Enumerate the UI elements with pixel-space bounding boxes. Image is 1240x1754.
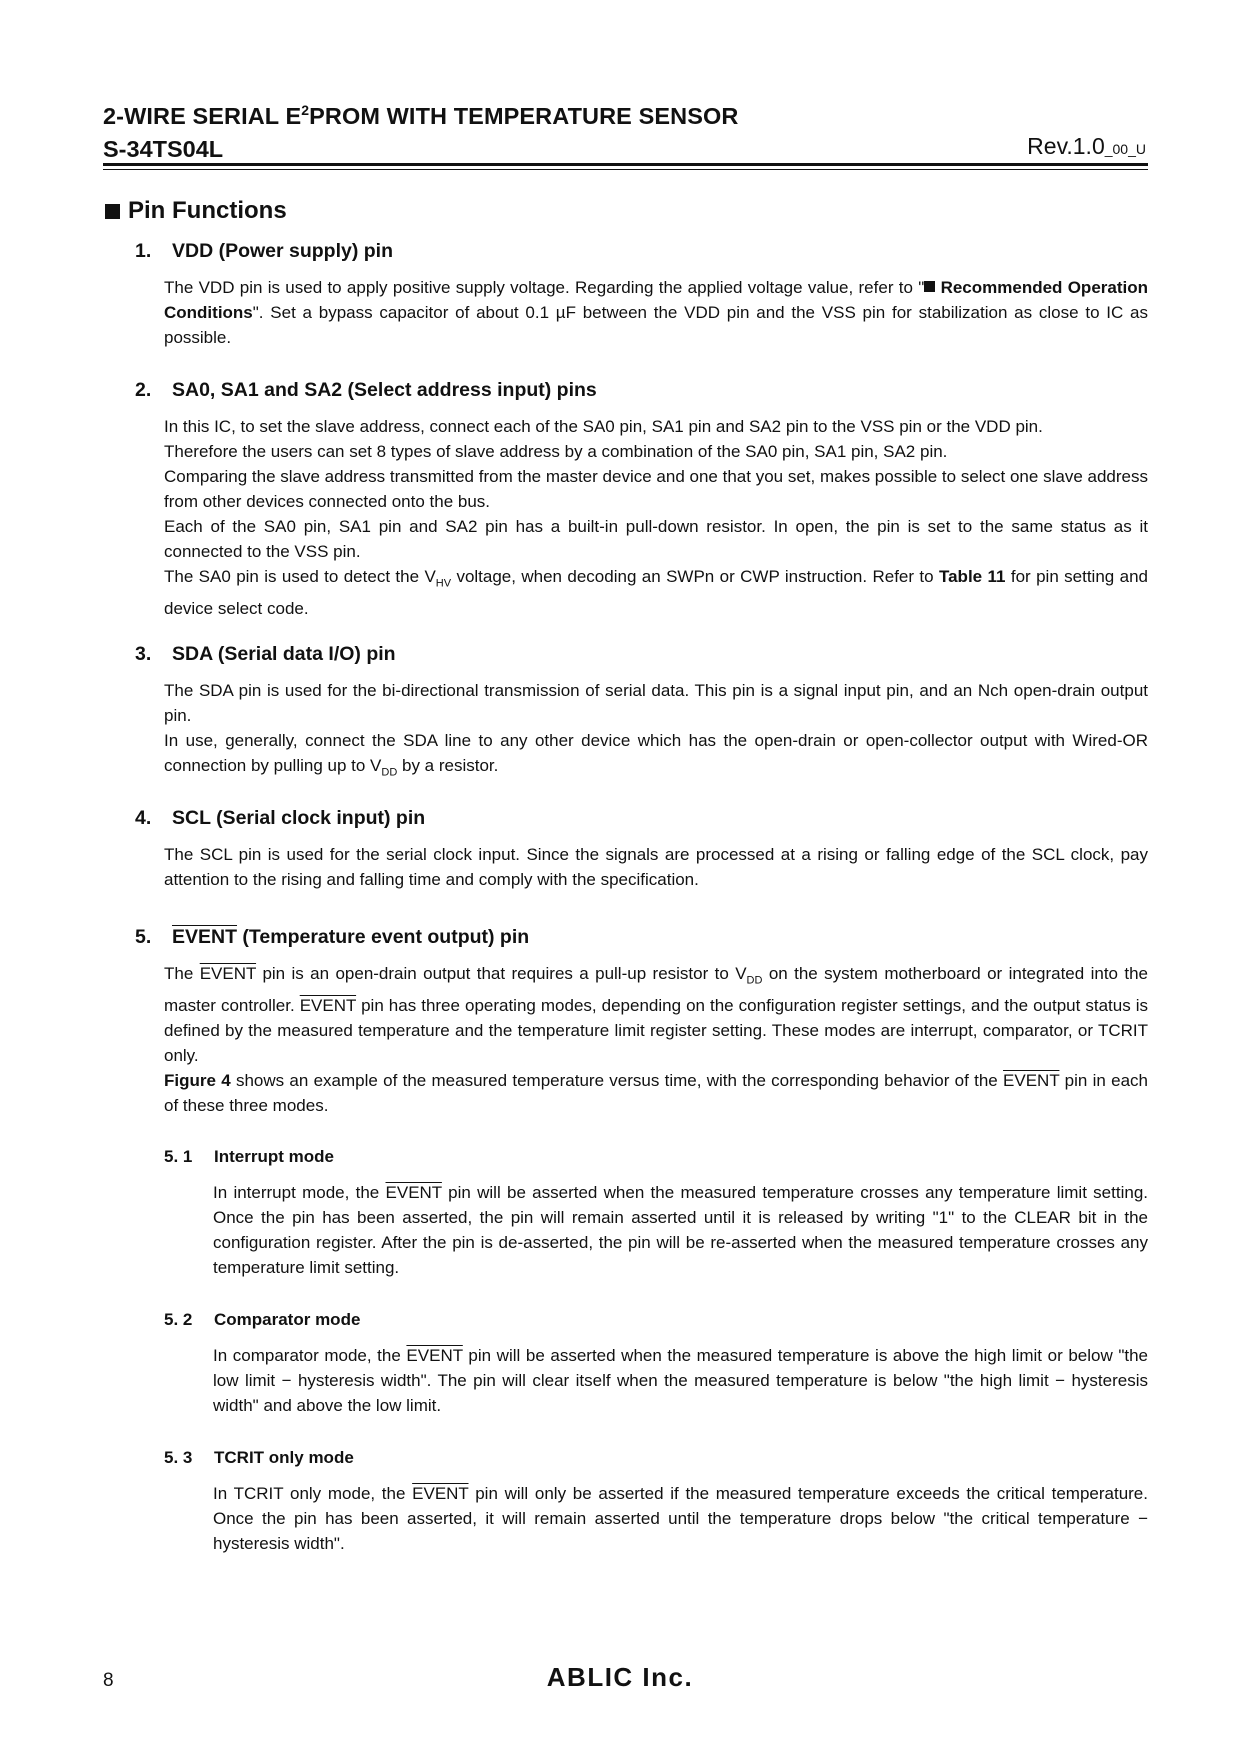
pin-item-scl: [135, 805, 1148, 892]
item-heading: 5. EVENT (Temperature event output) pin: [135, 926, 530, 948]
square-bullet-icon: [105, 204, 120, 219]
pin-item-sda: [135, 641, 1148, 785]
subsection-interrupt: [164, 1145, 1148, 1280]
company-logo: ABLIC Inc.: [546, 1662, 694, 1692]
pin-item-event: [135, 924, 1148, 1118]
item-heading: 4. SCL (Serial clock input) pin: [135, 807, 426, 829]
item-heading: 1. VDD (Power supply) pin: [135, 240, 394, 262]
item-body: In this IC, to set the slave address, connect each of the SA0 pin, SA1 pin and SA2 pin to the VSS pin or the VDD pin. Therefore the users can set 8 types of slave address by a combination of the SA0 pin, SA1 pin, SA2 pin. Comparing the slave address transmitted from the master device and one that you set, makes possible to select one slave address from other devices connected onto the bus. Each of the SA0 pin, SA1 pin and SA2 pin has a built-in pull-down resistor. In open, the pin is set to the same status as it connected to the VSS pin. The SA0 pin is used to detect the $V_{HV}$ voltage, when decoding an SWPn or CWP instruction. Refer to Table 11 for pin setting and device select code.: [164, 417, 1148, 619]
subsection-body: In interrupt mode, the EVENT pin will be asserted when the measured temperature crosses any temperature limit setting. Once the pin has been asserted, the pin will remain asserted until it is released by writing "1" to the CLEAR bit in the configuration register. After the pin is de-asserted, the pin will be re-asserted when the measured temperature crosses any temperature limit setting.: [213, 1183, 1148, 1277]
subsection-heading: 5. 2 Comparator mode: [164, 1310, 361, 1329]
pin-item-vdd: [135, 238, 1148, 350]
item-body: The VDD pin is used to apply positive supply voltage. Regarding the applied voltage value, refer to " Recommended Operation Conditions". Set a bypass capacitor of about 0.1 µF between the VDD pin and the VSS pin for stabilization as close to IC as possible.: [164, 278, 1148, 347]
page-number: 8: [103, 1670, 114, 1691]
item-heading: 2. SA0, SA1 and SA2 (Select address input) pins: [135, 379, 597, 401]
section-heading: Pin Functions: [105, 197, 287, 225]
item-body: The SDA pin is used for the bi-directional transmission of serial data. This pin is a signal input pin, and an Nch open-drain output pin. In use, generally, connect the SDA line to any other device which has the open-drain or open-collector output with Wired-OR connection by pulling up to $V_{DD}$ by a resistor.: [164, 681, 1148, 779]
page-header: [103, 101, 1148, 164]
item-heading: 3. SDA (Serial data I/O) pin: [135, 643, 396, 665]
header-rule-thin: [103, 169, 1148, 170]
revision: Rev.1.0_00_U: [1027, 133, 1146, 159]
model-number: S-34TS04L: [103, 136, 224, 162]
item-body: The EVENT pin is an open-drain output that requires a pull-up resistor to $V_{DD}$ on the system motherboard or integrated into the master controller. EVENT pin has three operating modes, depending on the configuration register settings, and the output status is defined by the measured temperature and the temperature limit register setting. These modes are interrupt, comparator, or TCRIT only. Figure 4 shows an example of the measured temperature versus time, with the corresponding behavior of the EVENT pin in each of these three modes.: [164, 964, 1149, 1116]
subsection-heading: 5. 1 Interrupt mode: [164, 1147, 334, 1166]
square-bullet-icon: [924, 281, 935, 292]
document-title: 2-WIRE SERIAL $E^2PROM$ WITH TEMPERATURE SENSOR: [103, 102, 739, 129]
pin-item-sa: [135, 377, 1148, 621]
subsection-body: In comparator mode, the EVENT pin will be asserted when the measured temperature is above the high limit or below "the low limit − hysteresis width". The pin will clear itself when the measured temperature is below "the high limit − hysteresis width" and above the low limit.: [213, 1346, 1148, 1415]
subsection-comparator: [164, 1308, 1148, 1418]
header-rule-thick: [103, 163, 1148, 166]
subsection-tcrit: [164, 1446, 1148, 1556]
subsection-heading: 5. 3 TCRIT only mode: [164, 1448, 354, 1467]
subsection-body: In TCRIT only mode, the EVENT pin will only be asserted if the measured temperature exceeds the critical temperature. Once the pin has been asserted, it will remain asserted until the temperature drops below "the critical temperature − hysteresis width".: [213, 1484, 1148, 1553]
item-body: The SCL pin is used for the serial clock input. Since the signals are processed at a rising or falling edge of the SCL clock, pay attention to the rising and falling time and comply with the specification.: [164, 845, 1148, 889]
